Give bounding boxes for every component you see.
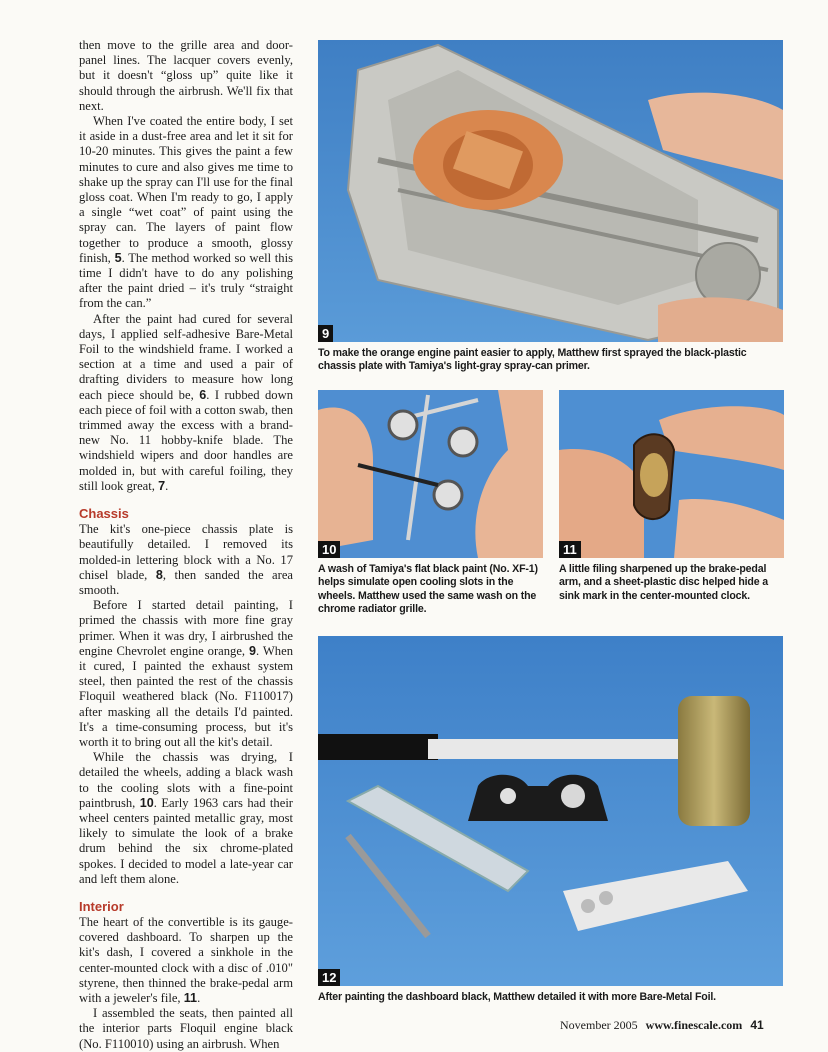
paragraph: After the paint had cured for several days, I applied self-adhesive Bare-Metal Foil to the windshield frame. I worked a section at a time and used a pair of drafting dividers to measure how long each piece should be, 6. I rubbed down each piece of foil with a cotton swab, then trimmed away the excess with a brand-new No. 11 hobby-knife blade. The windshield wipers and door handles are molded in, but with careful foiling, they still look great, 7. — [79, 311, 293, 493]
figure-ref: 11 — [183, 990, 198, 1005]
paragraph: The heart of the convertible is its gauge-covered dashboard. To sharpen up the kit's dash, I covered a sinkhole in the center-mounted clock with a disc of .010" styrene, then thinned the brake-pedal arm with a jeweler's file, 11. — [79, 914, 293, 1005]
page-number: 41 — [750, 1018, 764, 1032]
chassis-illustration — [318, 40, 783, 342]
photo-11-dashboard-part — [559, 390, 784, 558]
caption-11: A little filing sharpened up the brake-pedal arm, and a sheet-plastic disc helped hide a sink mark in the center-mounted clock. — [559, 563, 769, 602]
caption-12: After painting the dashboard black, Matthew detailed it with more Bare-Metal Foil. — [318, 991, 716, 1003]
dashboard-foil-illustration — [318, 636, 783, 986]
article-column — [79, 38, 293, 1052]
figure-number: 9 — [318, 325, 333, 342]
figure-ref: 9 — [249, 643, 257, 658]
figure-ref: 5 — [114, 250, 122, 265]
photo-9-chassis — [318, 40, 783, 342]
figure-ref: 7 — [158, 478, 166, 493]
figure-ref: 10 — [139, 795, 154, 810]
paragraph: then move to the grille area and door-panel lines. The lacquer covers evenly, but it doesn't “gloss up” quite like it should through the airbrush. We'll fix that next. — [79, 38, 293, 113]
issue-date: November 2005 — [560, 1018, 638, 1032]
caption-9: To make the orange engine paint easier to apply, Matthew first sprayed the black-plastic chassis plate with Tamiya's light-gray spray-can primer. — [318, 347, 747, 373]
dashboard-part-illustration — [559, 390, 784, 558]
wheels-illustration — [318, 390, 543, 558]
figure-ref: 6 — [199, 387, 207, 402]
paragraph: I assembled the seats, then painted all the interior parts Floquil engine black (No. F110010) using an airbrush. When — [79, 1006, 293, 1051]
photo-12-dashboard-foil — [318, 636, 783, 986]
page-footer — [560, 1018, 764, 1033]
site-url[interactable]: www.finescale.com — [645, 1018, 743, 1032]
figure-number: 12 — [318, 969, 340, 986]
photo-10-wheels — [318, 390, 543, 558]
section-heading-interior: Interior — [79, 898, 124, 914]
paragraph: When I've coated the entire body, I set it aside in a dust-free area and let it sit for 10-20 minutes. This gives the paint a few minutes to cure and also gives me time to shake up the spray can I'll use for the final gloss coat. When I'm ready to go, I apply a single “wet coat” of paint using the spray can. The layers of paint flow together to produce a smooth, glossy finish, 5. The method worked so well this time I didn't have to do any polishing after the paint dried – it's truly “straight from the can.” — [79, 114, 294, 311]
figure-ref: 8 — [155, 567, 163, 582]
paragraph: While the chassis was drying, I detailed the wheels, adding a black wash to the cooling slots with a fine-point paintbrush, 10. Early 1963 cars had their wheel centers painted metallic gray, most likely to simulate the look of a brake drum behind the six chrome-plated spokes. I decided to model a late-year car and left them alone. — [79, 750, 294, 886]
figure-number: 10 — [318, 541, 340, 558]
paragraph: The kit's one-piece chassis plate is beautifully detailed. I removed its molded-in lettering block with a No. 17 chisel blade, 8, then sanded the area smooth. — [79, 522, 293, 597]
section-heading-chassis: Chassis — [79, 506, 129, 522]
figure-number: 11 — [559, 541, 581, 558]
caption-10: A wash of Tamiya's flat black paint (No. XF-1) helps simulate open cooling slots in the wheels. Matthew used the same wash on the chrome radiator grille. — [318, 563, 538, 616]
paragraph: Before I started detail painting, I primed the chassis with more fine gray primer. When it was dry, I airbrushed the engine Chevrolet engine orange, 9. When it cured, I painted the exhaust system steel, then painted the rest of the chassis Floquil weathered black (No. F110017) after masking all the details I'd painted. It's a time-consuming process, but it's worth it to bring out all the kit's detail. — [79, 598, 293, 749]
